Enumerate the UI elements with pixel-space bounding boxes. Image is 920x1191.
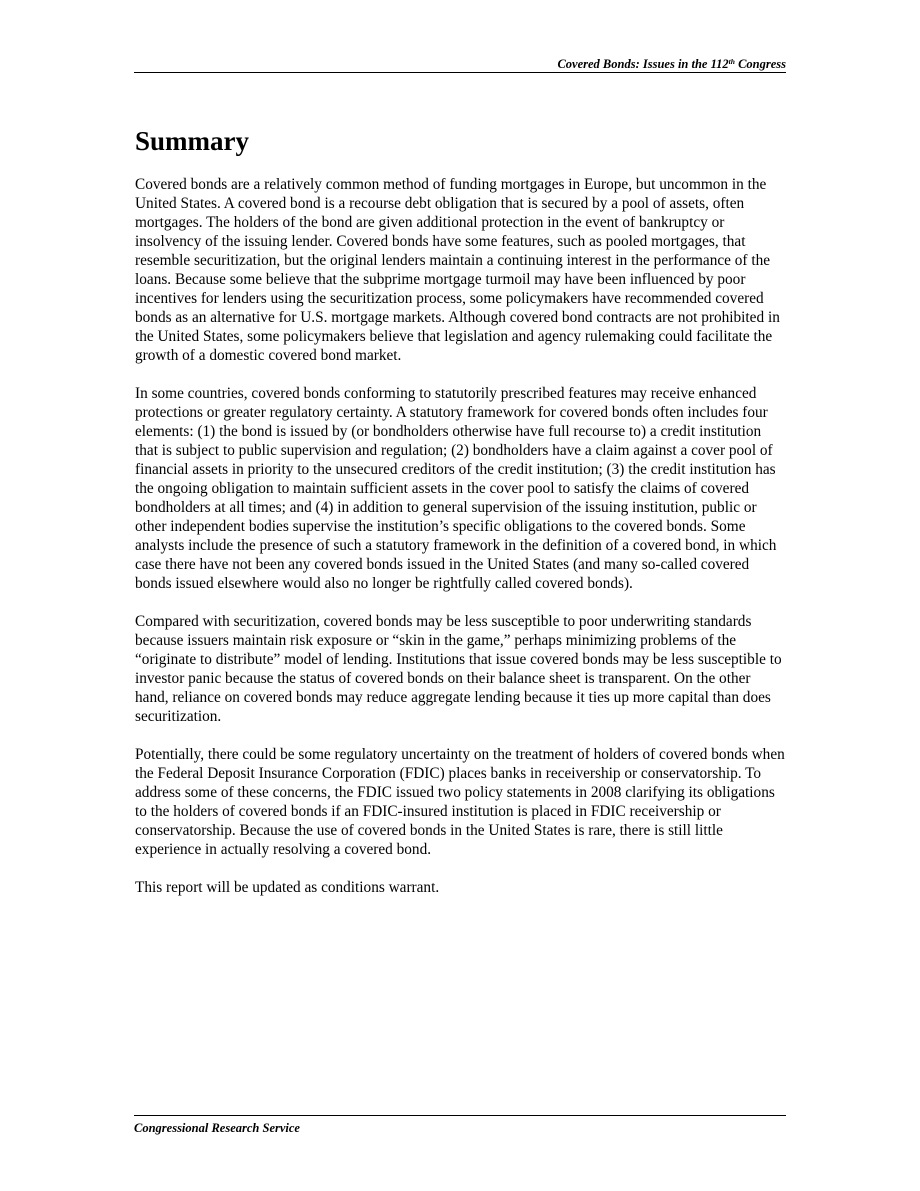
- summary-paragraph-4: Potentially, there could be some regulatory uncertainty on the treatment of holders of covered bonds when the Federal Deposit Insurance Corporation (FDIC) places banks in receivership or conservatorship. To address some of these concerns, the FDIC issued two policy statements in 2008 clarifying its obligations to the holders of covered bonds if an FDIC-insured institution is placed in FDIC receivership or conservatorship. Because the use of covered bonds in the United States is rare, there is still little experience in actually resolving a covered bond.: [135, 746, 785, 858]
- summary-paragraph-3: Compared with securitization, covered bonds may be less susceptible to poor underwriting standards because issuers maintain risk exposure or “skin in the game,” perhaps minimizing problems of the “originate to distribute” model of lending. Institutions that issue covered bonds may be less susceptible to investor panic because the status of covered bonds on their balance sheet is transparent. On the other hand, reliance on covered bonds may reduce aggregate lending because it ties up more capital than does securitization.: [135, 613, 782, 725]
- page-title: Summary: [135, 126, 249, 156]
- report-title-end: Congress: [734, 57, 786, 71]
- report-title: Covered Bonds: Issues in the 112: [557, 57, 729, 71]
- summary-body: [135, 175, 787, 916]
- running-header: [134, 56, 786, 73]
- footer-organization: Congressional Research Service: [134, 1121, 300, 1135]
- summary-paragraph-1: Covered bonds are a relatively common method of funding mortgages in Europe, but uncommon in the United States. A covered bond is a recourse debt obligation that is secured by a pool of assets, often mortgages. The holders of the bond are given additional protection in the event of bankruptcy or insolvency of the issuing lender. Covered bonds have some features, such as pooled mortgages, that resemble securitization, but the original lenders maintain a continuing interest in the performance of the loans. Because some believe that the subprime mortgage turmoil may have been influenced by poor incentives for lenders using the securitization process, some policymakers have recommended covered bonds as an alternative for U.S. mortgage markets. Although covered bond contracts are not prohibited in the United States, some policymakers believe that legislation and agency rulemaking could facilitate the growth of a domestic covered bond market.: [135, 176, 780, 364]
- running-footer: [134, 1115, 786, 1136]
- ordinal-suffix: th: [728, 57, 735, 66]
- summary-paragraph-2: In some countries, covered bonds conforming to statutorily prescribed features may receive enhanced protections or greater regulatory certainty. A statutory framework for covered bonds often includes four elements: (1) the bond is issued by (or bondholders otherwise have full recourse to) a credit institution that is subject to public supervision and regulation; (2) bondholders have a claim against a cover pool of financial assets in priority to the unsecured creditors of the credit institution; (3) the credit institution has the ongoing obligation to maintain sufficient assets in the cover pool to satisfy the claims of covered bondholders at all times; and (4) in addition to general supervision of the issuing institution, public or other independent bodies supervise the institution’s specific obligations to the covered bonds. Some analysts include the presence of such a statutory framework in the definition of a covered bond, in which case there have not been any covered bonds issued in the United States (and many so-called covered bonds issued elsewhere would also no longer be rightfully called covered bonds).: [135, 385, 777, 592]
- summary-paragraph-5: This report will be updated as conditions warrant.: [135, 879, 440, 896]
